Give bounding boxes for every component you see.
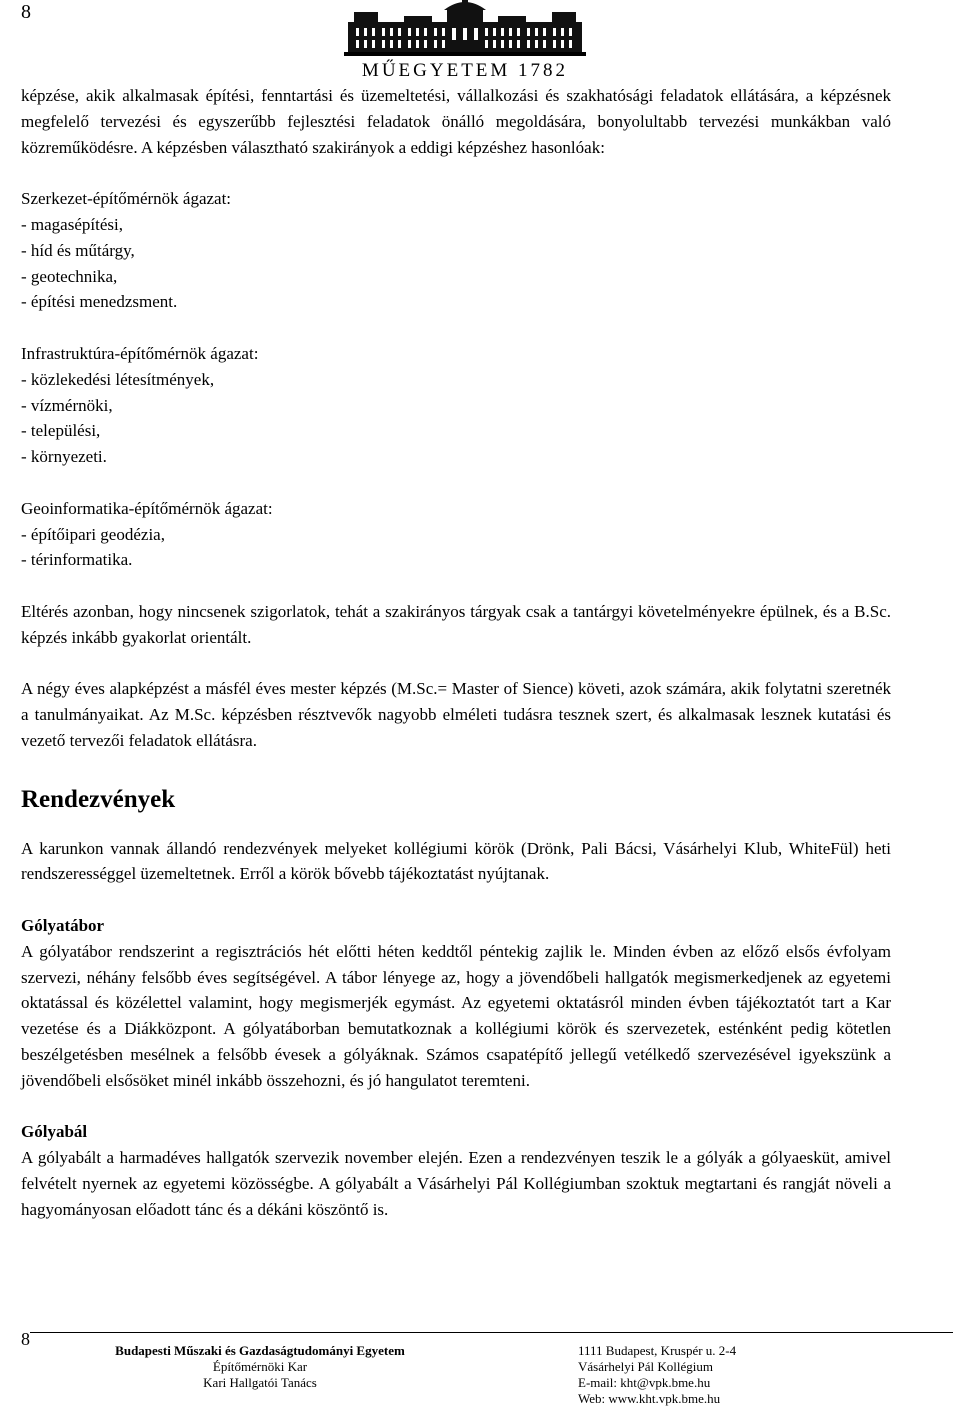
- footer-council: Kari Hallgatói Tanács: [203, 1375, 317, 1390]
- branch-geoinformatics: [21, 496, 891, 573]
- branch-item: - térinformatika.: [21, 550, 133, 570]
- golyabal-heading: Gólyabál: [21, 1122, 88, 1142]
- branch-structural: [21, 186, 891, 315]
- branch-item: - magasépítési,: [21, 214, 123, 234]
- page-number-top: 8: [21, 1, 31, 23]
- logo-caption: MŰEGYETEM 1782: [361, 60, 569, 81]
- section-heading-events: Rendezvények: [21, 785, 176, 813]
- branch-title: Szerkezet-építőmérnök ágazat:: [21, 189, 232, 209]
- footer-contact: [578, 1343, 736, 1407]
- footer-university: Budapesti Műszaki és Gazdaságtudományi Egyetem: [115, 1343, 405, 1358]
- difference-paragraph: Eltérés azonban, hogy nincsenek szigorlatok, tehát a szakirányos tárgyak csak a tantárgyi követelményekre épülnek, és a B.Sc. képzés inkább gyakorlat orientált.: [21, 601, 891, 647]
- footer-institution: [60, 1343, 460, 1391]
- branch-item: - települési,: [21, 421, 101, 441]
- branch-item: - építési menedzsment.: [21, 292, 178, 312]
- events-intro-paragraph: A karunkon vannak állandó rendezvények melyeket kollégiumi körök (Drönk, Pali Bácsi, Vásárhelyi Klub, WhiteFül) heti rendszerességgel üzemeltetnek. Erről a körök bővebb tájékoztatást nyújtanak.: [21, 838, 891, 884]
- page-number-bottom: 8: [21, 1329, 30, 1349]
- branch-item: - geotechnika,: [21, 266, 118, 286]
- branch-item: - építőipari geodézia,: [21, 524, 165, 544]
- branch-item: - vízmérnöki,: [21, 395, 113, 415]
- branch-item: - híd és műtárgy,: [21, 240, 135, 260]
- page-footer: [0, 1328, 960, 1415]
- golyatabor-heading: Gólyatábor: [21, 915, 105, 935]
- footer-dormitory: Vásárhelyi Pál Kollégium: [578, 1359, 714, 1374]
- university-logo: [330, 0, 600, 82]
- footer-divider: [30, 1332, 953, 1333]
- footer-faculty: Építőmérnöki Kar: [212, 1359, 308, 1374]
- golyabal-paragraph: A gólyabált a harmadéves hallgatók szervezik november elején. Ezen a rendezvényen teszik le a gólyák a gólyaesküt, amivel felvételt nyernek az egyetemi közösségbe. A gólyabált a Vásárhelyi Pál Kollégiumban szoktuk megtartani és rangját növeli a hagyományosan előadott tánc és a dékáni köszöntő is.: [21, 1148, 891, 1219]
- intro-paragraph: képzése, akik alkalmasak építési, fenntartási és üzemeltetési, vállalkozási és szakhatósági feladatok ellátására, a képzésnek megfelelő tervezési és egyszerűbb fejlesztési feladatok önálló megoldására, bonyolultabb tervezési munkákban való közreműködésre. A képzésben választható szakirányok a eddigi képzéshez hasonlóak:: [21, 86, 891, 157]
- branch-item: - környezeti.: [21, 447, 107, 467]
- footer-address: 1111 Budapest, Kruspér u. 2-4: [578, 1343, 737, 1358]
- building-icon: [344, 0, 586, 60]
- branch-title: Infrastruktúra-építőmérnök ágazat:: [21, 343, 259, 363]
- footer-web: Web: www.kht.vpk.bme.hu: [578, 1391, 721, 1406]
- golyatabor-paragraph: A gólyatábor rendszerint a regisztrációs hét előtti héten keddtől péntekig zajlik le. Minden évben az előző elsős évfolyam szervezi, néhány felsőbb éves segítségével. A tábor lényege az, hogy a jövendőbeli hallgatók megismerkedjenek az egyetemi oktatással és közélettel valamint, hogy megismerjék egymást. Az egyetemi oktatásról minden évben tájékoztatót tart a Kar vezetése és a Diákközpont. A gólyatáborban bemutatkoznak a kollégiumi körök és szervezetek, esténként pedig kötetlen beszélgetésben mesélnek a felsőbb évesek a gólyáknak. Számos csapatépítő jellegű vetélkedő szervezésével igyekszünk a jövendőbeli elsősöket minél inkább összehozni, és jó hangulatot teremteni.: [21, 941, 891, 1090]
- footer-email: E-mail: kht@vpk.bme.hu: [578, 1375, 711, 1390]
- branch-item: - közlekedési létesítmények,: [21, 369, 215, 389]
- branch-title: Geoinformatika-építőmérnök ágazat:: [21, 498, 273, 518]
- msc-paragraph: A négy éves alapképzést a másfél éves mester képzés (M.Sc.= Master of Sience) követi, azok számára, akik folytatni szeretnék a tanulmányaikat. Az M.Sc. képzésben résztvevők nagyobb elméleti tudásra tesznek szert, és alkalmasak lesznek kutatási és vezető tervezői feladatok ellátásra.: [21, 679, 891, 750]
- branch-infrastructure: [21, 341, 891, 470]
- page-content: [21, 83, 891, 1222]
